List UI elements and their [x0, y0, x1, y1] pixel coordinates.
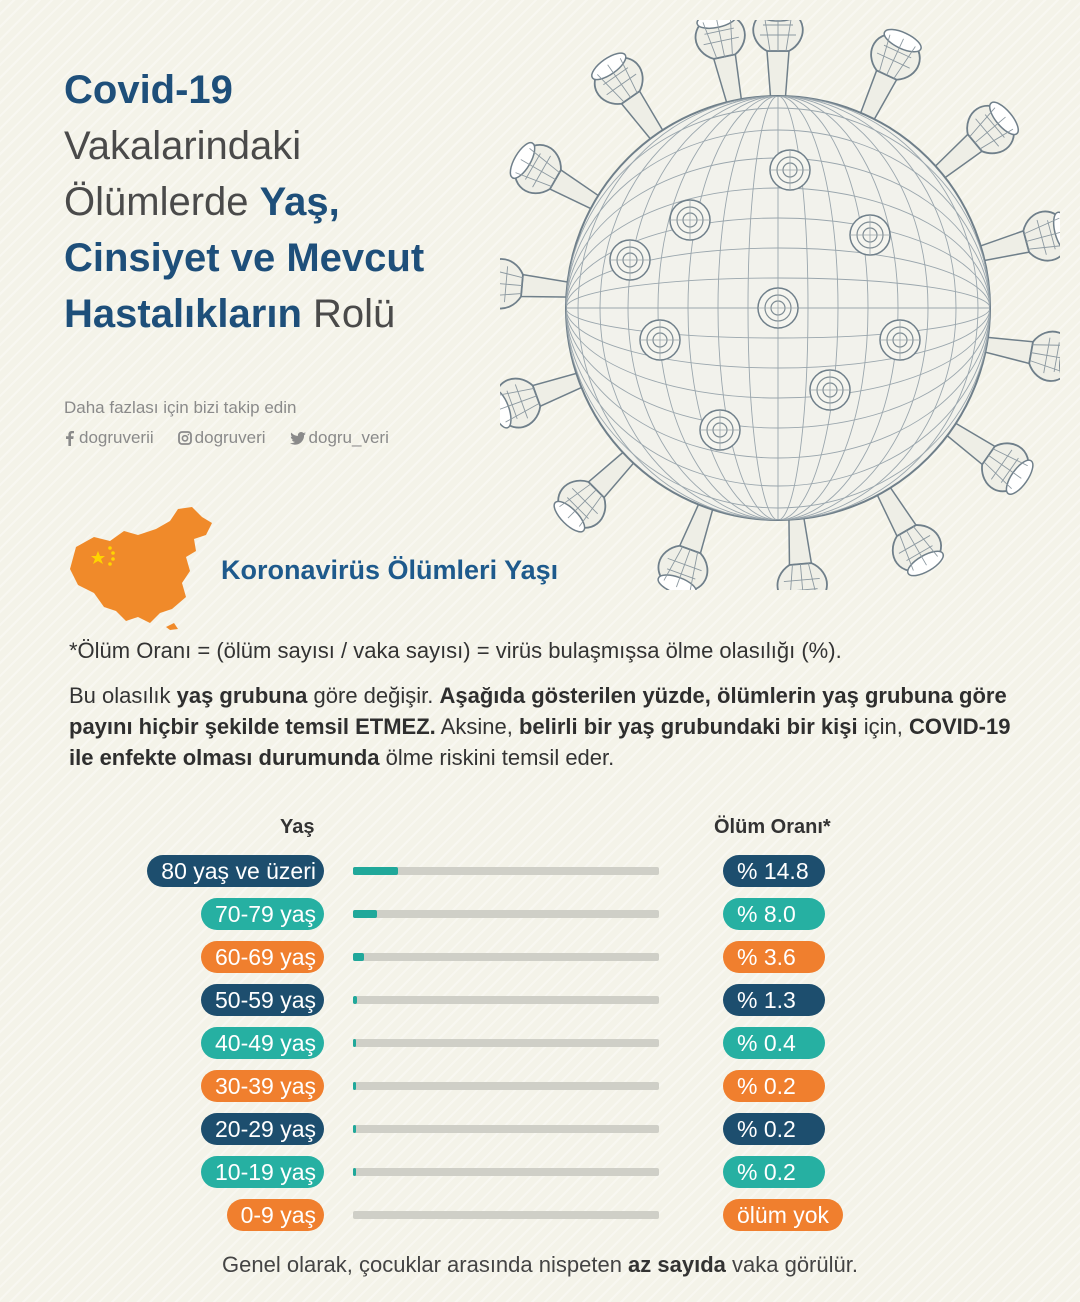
instagram-icon: [178, 431, 192, 445]
para-part: COVID-19 ile enfekte olması durumunda: [69, 714, 1011, 770]
bar-track: [353, 953, 659, 961]
age-group-label: 50-59 yaş: [201, 984, 324, 1016]
para-part: Aksine,: [435, 714, 519, 739]
chart-row: [0, 1027, 1080, 1061]
para-part: Aşağıda gösterilen yüzde, ölümlerin yaş grubuna göre payını hiçbir şekilde temsil ETMEZ.: [69, 683, 1007, 739]
chart-row: [0, 855, 1080, 889]
chart-row: [0, 1199, 1080, 1233]
twitter-handle: dogru_veri: [308, 428, 389, 447]
age-group-label: 80 yaş ve üzeri: [147, 855, 324, 887]
death-rate-label: % 0.2: [723, 1156, 825, 1188]
chart-row: [0, 1113, 1080, 1147]
age-group-label: 0-9 yaş: [227, 1199, 324, 1231]
death-rate-label: % 14.8: [723, 855, 825, 887]
para-part: ölme riskini temsil eder.: [379, 745, 615, 770]
bar: [353, 1082, 356, 1090]
facebook-handle: dogruverii: [79, 428, 154, 447]
age-group-label: 20-29 yaş: [201, 1113, 324, 1145]
para-part: göre değişir.: [307, 683, 440, 708]
age-group-label: 10-19 yaş: [201, 1156, 324, 1188]
bar: [353, 910, 377, 918]
age-group-label: 60-69 yaş: [201, 941, 324, 973]
bar-track: [353, 910, 659, 918]
title-line-1: Covid-19: [64, 68, 233, 112]
death-rate-label: % 8.0: [723, 898, 825, 930]
title-line-3: [64, 174, 524, 230]
para-part: belirli bir yaş grubundaki bir kişi: [518, 714, 858, 739]
follow-text: Daha fazlası için bizi takip edin: [64, 398, 297, 417]
para-part: yaş grubuna: [176, 683, 308, 708]
title-line-2: Vakalarindaki: [64, 124, 302, 168]
title-line-3b: Yaş,: [259, 180, 340, 224]
para-part: Bu olasılık: [69, 683, 177, 708]
explanation-paragraph: [69, 680, 1019, 773]
chart-row: [0, 984, 1080, 1018]
death-rate-label: % 0.2: [723, 1070, 825, 1102]
twitter-icon: [290, 432, 306, 445]
chart-row: [0, 941, 1080, 975]
age-group-label: 30-39 yaş: [201, 1070, 324, 1102]
title-line-4: Cinsiyet ve Mevcut: [64, 236, 425, 280]
footer-part: az sayıda: [628, 1252, 726, 1277]
formula-text: *Ölüm Oranı = (ölüm sayısı / vaka sayısı) = virüs bulaşmışsa ölme olasılığı (%).: [69, 638, 842, 663]
title-line-3a: Ölümlerde: [64, 180, 260, 224]
footer-part: vaka görülür.: [725, 1252, 858, 1277]
para-part: için,: [857, 714, 909, 739]
death-rate-label: % 0.4: [723, 1027, 825, 1059]
death-rate-label: % 0.2: [723, 1113, 825, 1145]
chart-row: [0, 1070, 1080, 1104]
bar: [353, 1168, 356, 1176]
title-line-5b: Rolü: [301, 292, 396, 336]
instagram-handle: dogruveri: [194, 428, 266, 447]
title-line-5: [64, 286, 524, 342]
section-title: Koronavirüs Ölümleri Yaşı: [221, 555, 559, 585]
bar: [353, 1125, 356, 1133]
bar-track: [353, 1082, 659, 1090]
bar: [353, 1039, 356, 1047]
death-rate-label: ölüm yok: [723, 1199, 843, 1231]
death-rate-label: % 1.3: [723, 984, 825, 1016]
death-rate-label: % 3.6: [723, 941, 825, 973]
chart-row: [0, 1156, 1080, 1190]
bar: [353, 867, 398, 875]
page-title: [64, 62, 524, 342]
age-group-label: 40-49 yaş: [201, 1027, 324, 1059]
bar-track: [353, 867, 659, 875]
china-map-icon: [66, 505, 216, 630]
age-group-label: 70-79 yaş: [201, 898, 324, 930]
chart-row: [0, 898, 1080, 932]
bar-track: [353, 1211, 659, 1219]
title-line-5a: Hastalıkların: [64, 292, 302, 336]
coronavirus-illustration: [500, 20, 1060, 590]
social-links: [64, 428, 389, 448]
social-instagram[interactable]: [178, 428, 266, 448]
footer-part: Genel olarak, çocuklar arasında nispeten: [222, 1252, 629, 1277]
social-facebook[interactable]: [64, 428, 154, 448]
bar: [353, 996, 357, 1004]
bar: [353, 953, 364, 961]
rate-column-header: Ölüm Oranı*: [714, 816, 831, 838]
bar-track: [353, 1168, 659, 1176]
bar-track: [353, 1039, 659, 1047]
bar-track: [353, 996, 659, 1004]
social-twitter[interactable]: [290, 428, 389, 448]
bar-track: [353, 1125, 659, 1133]
age-column-header: Yaş: [280, 816, 315, 838]
footer-note: [0, 1252, 1080, 1278]
facebook-icon: [64, 431, 76, 446]
